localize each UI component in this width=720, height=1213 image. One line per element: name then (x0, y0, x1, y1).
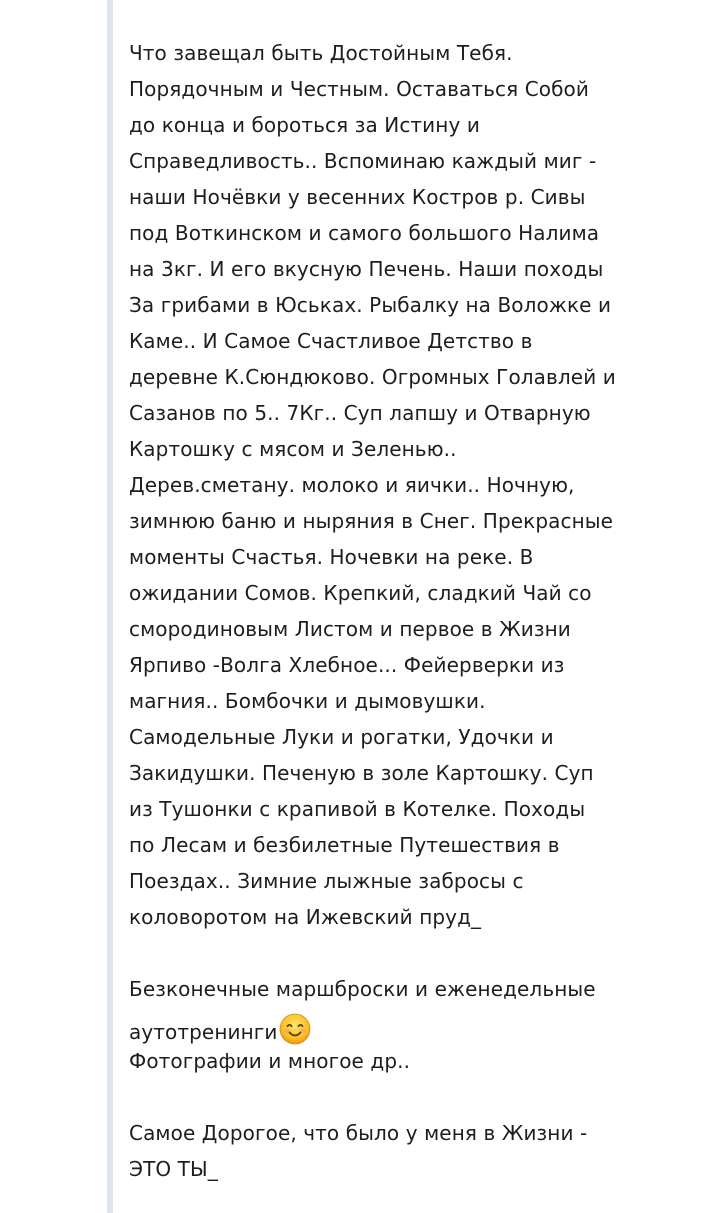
paragraph-2 (129, 971, 699, 1079)
text-line: ожидании Сомов. Крепкий, сладкий Чай со (129, 581, 592, 605)
text-line: Картошку с мясом и Зеленью.. (129, 437, 457, 461)
paragraph-gap (129, 1079, 699, 1115)
text-line: на 3кг. И его вкусную Печень. Наши походы (129, 257, 604, 281)
text-line: деревне К.Сюндюково. Огромных Голавлей и (129, 365, 616, 389)
paragraph-1 (129, 35, 699, 935)
text-line: Закидушки. Печеную в золе Картошку. Суп (129, 761, 594, 785)
text-line: Самое Дорогое, что было у меня в Жизни - (129, 1121, 588, 1145)
text-line: зимнюю баню и ныряния в Снег. Прекрасные (129, 509, 614, 533)
text-line-with-emoji (129, 1007, 699, 1043)
text-fragment: аутотренинги (129, 1020, 278, 1044)
text-line: Поездах.. Зимние лыжные забросы с (129, 869, 524, 893)
paragraph-3 (129, 1115, 699, 1187)
text-line: по Лесам и безбилетные Путешествия в (129, 833, 560, 857)
text-line: коловоротом на Ижевский пруд_ (129, 905, 482, 929)
text-line: Фотографии и многое др.. (129, 1049, 411, 1073)
text-line: Безконечные маршброски и еженедельные (129, 977, 596, 1001)
text-line: Сазанов по 5.. 7Кг.. Суп лапшу и Отварную (129, 401, 591, 425)
text-line: Каме.. И Самое Счастливое Детство в (129, 329, 533, 353)
text-line: под Воткинском и самого большого Налима (129, 221, 600, 245)
text-line: из Тушонки с крапивой в Котелке. Походы (129, 797, 586, 821)
text-line: смородиновым Листом и первое в Жизни (129, 617, 571, 641)
text-line: Дерев.сметану. молоко и яички.. Ночную, (129, 473, 575, 497)
text-line: до конца и бороться за Истину и (129, 113, 480, 137)
text-line: магния.. Бомбочки и дымовушки. (129, 689, 486, 713)
text-line: моменты Счастья. Ночевки на реке. В (129, 545, 534, 569)
text-line: Ярпиво -Волга Хлебное... Фейерверки из (129, 653, 565, 677)
text-line: Порядочным и Честным. Оставаться Собой (129, 77, 589, 101)
quote-left-border (107, 0, 113, 1213)
smiling-face-emoji-icon (279, 1013, 311, 1045)
text-line: Справедливость.. Вспоминаю каждый миг - (129, 149, 597, 173)
text-line: За грибами в Юськах. Рыбалку на Воложке и (129, 293, 612, 317)
text-line: ЭТО ТЫ_ (129, 1157, 218, 1181)
paragraph-gap (129, 935, 699, 971)
text-line: наши Ночёвки у весенних Костров р. Сивы (129, 185, 586, 209)
post-text (129, 35, 699, 1187)
text-line: Что завещал быть Достойным Тебя. (129, 41, 513, 65)
text-line: Самодельные Луки и рогатки, Удочки и (129, 725, 554, 749)
